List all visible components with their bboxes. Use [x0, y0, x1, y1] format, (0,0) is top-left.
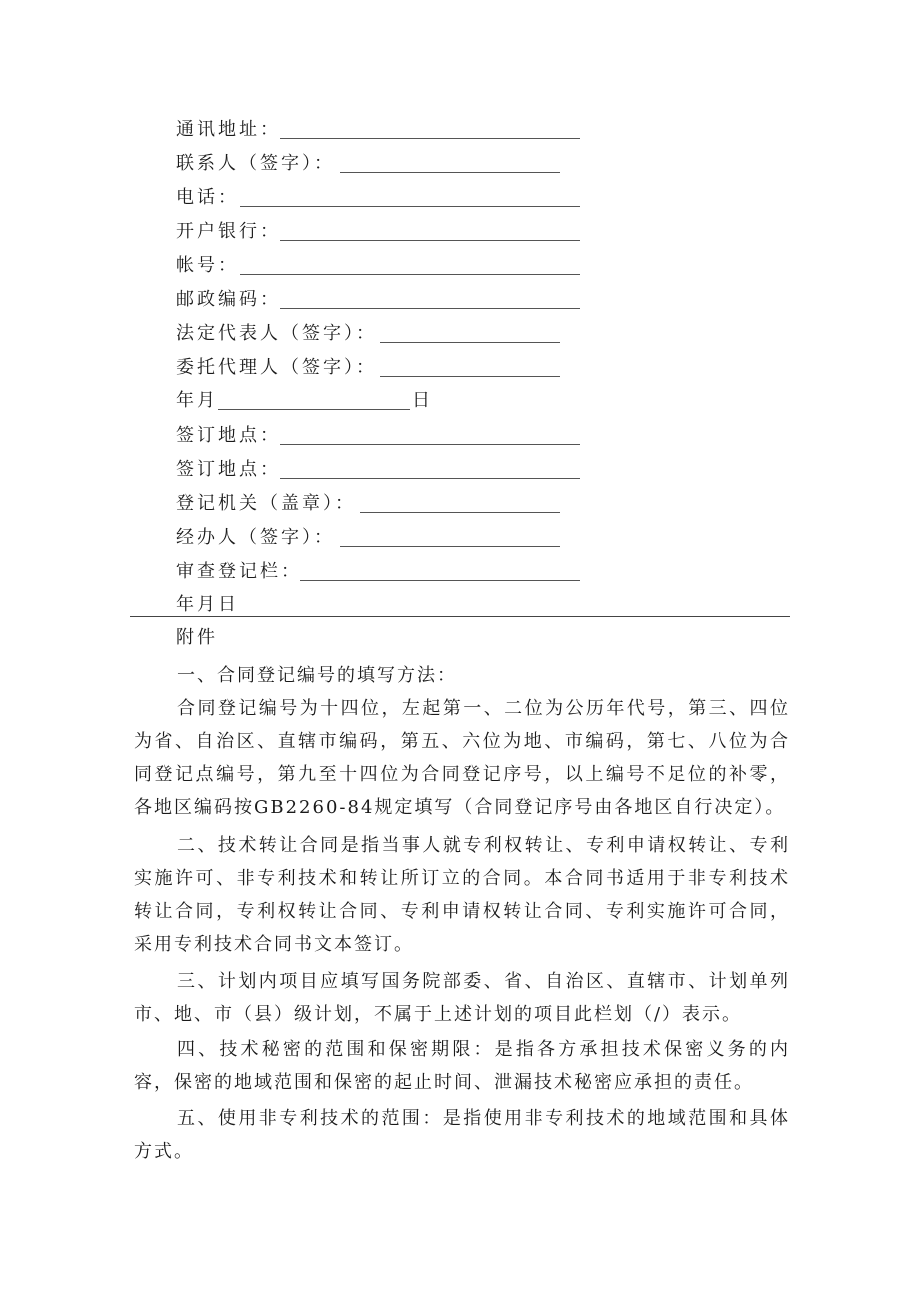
handler-label: 经办人（签字）：: [176, 527, 335, 548]
account-line: [240, 274, 580, 275]
registry-line: [360, 512, 560, 513]
date-suffix: 日: [412, 390, 433, 411]
review-label: 审查登记栏：: [176, 561, 302, 582]
account-label: 帐号：: [176, 255, 239, 276]
legal-rep-label: 法定代表人（签字）：: [176, 323, 377, 344]
agent-label: 委托代理人（签字）：: [176, 357, 377, 378]
postcode-label: 邮政编码：: [176, 289, 281, 310]
review-line: [300, 580, 580, 581]
appendix-heading-1: 一、合同登记编号的填写方法：: [177, 665, 457, 686]
appendix-paragraph-4: 四、技术秘密的范围和保密期限：是指各方承担技术保密义务的内容，保密的地域范围和保密的起止时间、泄漏技术秘密应承担的责任。: [134, 1039, 790, 1093]
registry-label: 登记机关（盖章）：: [176, 493, 356, 514]
agent-line: [380, 376, 560, 377]
phone-line: [240, 206, 580, 207]
appendix-paragraph-3: 三、计划内项目应填写国务院部委、省、自治区、直辖市、计划单列市、地、市（县）级计划，不属于上述计划的项目此栏划（/）表示。: [134, 971, 790, 1025]
address-line: [280, 138, 580, 139]
appendix-paragraph-1: 合同登记编号为十四位，左起第一、二位为公历年代号，第三、四位为省、自治区、直辖市编码，第五、六位为地、市编码，第七、八位为合同登记点编号，第九至十四位为合同登记序号，以上编号不足位的补零，各地区编码按GB2260-84规定填写（合同登记序号由各地区自行决定）。: [134, 698, 790, 818]
date-line: [218, 409, 410, 410]
contact-line: [340, 172, 560, 173]
place-label-2: 签订地点：: [176, 459, 281, 480]
bank-label: 开户银行：: [176, 221, 281, 242]
date-prefix: 年月: [176, 390, 218, 411]
place-line-2: [280, 478, 580, 479]
place-label-1: 签订地点：: [176, 425, 281, 446]
bank-line: [280, 240, 580, 241]
postcode-line: [280, 308, 580, 309]
phone-label: 电话：: [176, 187, 239, 208]
appendix-title: 附件: [176, 627, 218, 648]
appendix-paragraph-2: 二、技术转让合同是指当事人就专利权转让、专利申请权转让、专利实施许可、非专利技术和转让所订立的合同。本合同书适用于非专利技术转让合同，专利权转让合同、专利申请权转让合同、专利实施许可合同，采用专利技术合同书文本签订。: [134, 835, 790, 955]
section-divider: [130, 616, 790, 617]
appendix-paragraph-5: 五、使用非专利技术的范围：是指使用非专利技术的地域范围和具体方式。: [134, 1108, 790, 1162]
date-full-label: 年月日: [176, 594, 239, 615]
contact-label: 联系人（签字）：: [176, 153, 335, 174]
handler-line: [340, 546, 560, 547]
address-label: 通讯地址：: [176, 119, 281, 140]
place-line-1: [280, 444, 580, 445]
legal-rep-line: [380, 342, 560, 343]
